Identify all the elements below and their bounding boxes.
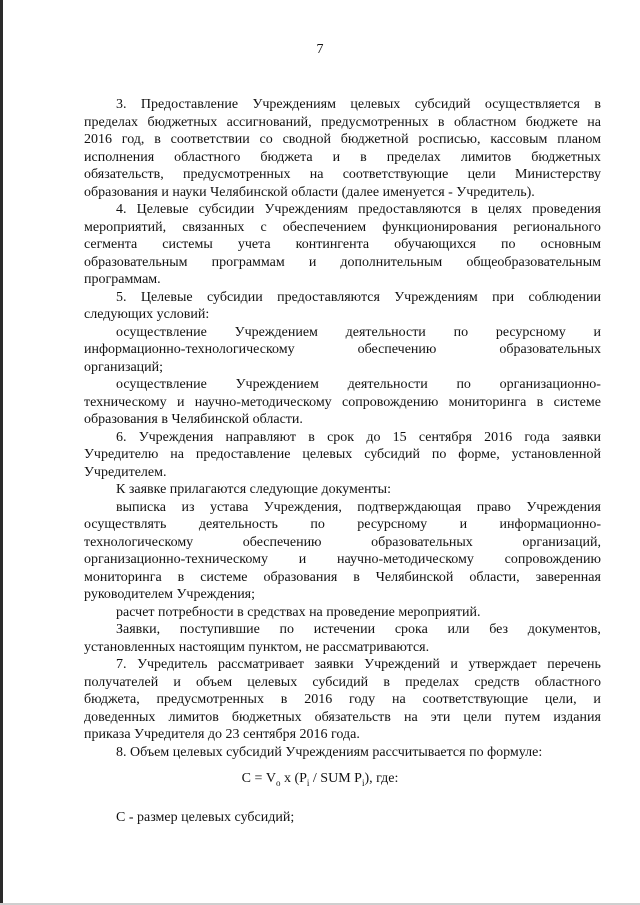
word: в bbox=[536, 394, 544, 410]
word: предусмотренных bbox=[156, 692, 264, 707]
word: и bbox=[332, 149, 341, 165]
word: ресурсному bbox=[495, 324, 566, 340]
word: цели bbox=[467, 167, 496, 182]
word: образовательным bbox=[84, 254, 188, 270]
word: Учреждениям bbox=[252, 97, 336, 112]
word: документов, bbox=[527, 622, 601, 637]
paragraph bbox=[84, 604, 601, 622]
word: исполнения bbox=[84, 149, 155, 165]
word: до bbox=[366, 429, 381, 445]
text-line: руководителем Учреждения; bbox=[84, 587, 256, 602]
word: Целевые bbox=[136, 202, 189, 217]
text-line: приказа Учредителя до 23 сентября 2016 года. bbox=[84, 727, 360, 742]
word: с bbox=[260, 219, 267, 235]
word: по bbox=[500, 237, 516, 252]
text-line: следующих условий: bbox=[84, 307, 210, 322]
paragraph bbox=[84, 289, 601, 324]
word: обучающихся bbox=[394, 237, 476, 252]
word: бюджете bbox=[525, 114, 578, 130]
word: на bbox=[309, 167, 324, 182]
word: целевых bbox=[247, 674, 298, 690]
word: образовательных bbox=[371, 534, 473, 550]
word: соответствующие bbox=[342, 167, 449, 182]
word: или bbox=[447, 622, 470, 637]
word: соответствующие bbox=[422, 692, 529, 707]
word: бюджета, bbox=[84, 692, 140, 707]
text-line bbox=[84, 341, 601, 359]
word: научно-методическому bbox=[336, 552, 474, 567]
word: росписью, bbox=[418, 132, 481, 147]
text-line bbox=[84, 621, 601, 639]
word: средств bbox=[474, 674, 520, 690]
word: году bbox=[349, 692, 376, 707]
word: направляют bbox=[225, 429, 297, 445]
word: деятельности bbox=[347, 377, 428, 392]
word: общеобразовательным bbox=[466, 254, 601, 270]
text-line bbox=[84, 429, 601, 447]
word: и bbox=[459, 517, 468, 532]
word: 4. bbox=[116, 202, 127, 217]
text-line bbox=[84, 499, 601, 517]
word: предусмотренных bbox=[183, 167, 291, 182]
word: образования bbox=[263, 569, 338, 585]
word: образовательных bbox=[499, 342, 601, 357]
word: в bbox=[471, 202, 478, 217]
word: бюджета bbox=[260, 149, 313, 165]
word: Учреждения, bbox=[263, 499, 342, 515]
word: кассовым bbox=[490, 132, 548, 147]
word: мониторинга bbox=[84, 569, 162, 585]
paragraph bbox=[84, 499, 601, 604]
word: бюджетной bbox=[340, 132, 409, 147]
paragraph bbox=[84, 376, 601, 429]
formula-sub-i1: i bbox=[306, 777, 310, 788]
word: регионального bbox=[513, 219, 601, 235]
text-line: образования в Челябинской области. bbox=[84, 412, 303, 427]
word: лимитов bbox=[460, 149, 512, 165]
word: цели bbox=[463, 709, 492, 725]
word: на bbox=[403, 709, 418, 725]
word: срок bbox=[327, 429, 355, 445]
word: предусмотренных bbox=[321, 114, 429, 130]
text-line bbox=[84, 131, 601, 149]
word: в bbox=[308, 429, 315, 445]
text-line: Учредителем. bbox=[84, 464, 167, 480]
word: перечень bbox=[547, 657, 601, 672]
word: 5. bbox=[116, 289, 127, 305]
word: 15 bbox=[392, 429, 407, 445]
word: ассигнований, bbox=[226, 114, 312, 130]
word: сегмента bbox=[84, 237, 138, 252]
word: 2016 bbox=[484, 429, 513, 445]
paragraph bbox=[84, 96, 601, 201]
formula-div-sum: / SUM P bbox=[309, 771, 362, 786]
word: организаций, bbox=[522, 534, 601, 550]
word: обязательств, bbox=[84, 167, 164, 182]
word: и bbox=[593, 692, 601, 707]
word: соответствии bbox=[170, 132, 250, 147]
text-line bbox=[84, 166, 601, 184]
text-line bbox=[84, 551, 601, 569]
word: системе bbox=[200, 569, 248, 585]
word: контингента bbox=[295, 237, 370, 252]
word: на bbox=[391, 692, 406, 707]
word: в bbox=[360, 149, 367, 165]
word: при bbox=[492, 289, 515, 305]
text-line bbox=[84, 446, 601, 464]
word: областного bbox=[534, 674, 601, 690]
text-line bbox=[84, 709, 601, 727]
word: проведения bbox=[532, 202, 601, 217]
word: год, bbox=[121, 132, 145, 147]
word: мониторинга bbox=[448, 394, 527, 410]
word: учета bbox=[237, 237, 271, 252]
word: в bbox=[437, 114, 445, 130]
paragraph bbox=[84, 744, 601, 762]
word: рассматривает bbox=[217, 657, 304, 672]
text-line bbox=[84, 691, 601, 709]
word: Учреждением bbox=[234, 324, 318, 340]
word: из bbox=[181, 499, 195, 515]
formula-sub-i2: i bbox=[361, 777, 365, 788]
word: лимитов bbox=[168, 709, 219, 725]
word: объем bbox=[196, 674, 233, 690]
word: установленной bbox=[511, 447, 601, 462]
word: в bbox=[594, 97, 601, 112]
word: сопровождению bbox=[504, 552, 601, 567]
word: и bbox=[450, 657, 458, 672]
word: и bbox=[176, 394, 185, 410]
word: по bbox=[310, 517, 325, 532]
word: организационно- bbox=[499, 377, 601, 392]
word: сопровождению bbox=[342, 394, 439, 410]
text-line: расчет потребности в средствах на проведение мероприятий. bbox=[116, 604, 481, 620]
formula-sub-o: о bbox=[275, 777, 281, 788]
text-line: программам. bbox=[84, 272, 161, 287]
word: субсидий bbox=[414, 97, 471, 112]
word: субсидии bbox=[198, 202, 255, 217]
word: и bbox=[593, 324, 601, 340]
text-line bbox=[84, 236, 601, 254]
word: на bbox=[170, 447, 184, 462]
word: Учреждения bbox=[138, 429, 214, 445]
text-line: К заявке прилагаются следующие документы: bbox=[116, 482, 391, 497]
word: и bbox=[298, 552, 307, 567]
word: Учреждениям bbox=[264, 202, 348, 217]
word: срока bbox=[394, 622, 428, 637]
word: бюджетных bbox=[231, 709, 302, 725]
word: эти bbox=[430, 709, 451, 725]
word: обеспечению bbox=[357, 342, 437, 357]
word: субсидии bbox=[206, 289, 263, 305]
word: организационно-техническому bbox=[84, 552, 268, 567]
paragraph bbox=[84, 621, 601, 656]
word: заявки bbox=[561, 429, 601, 445]
word: дополнительным bbox=[340, 254, 443, 270]
text-line bbox=[84, 656, 601, 674]
word: деятельности bbox=[345, 324, 426, 340]
word: в bbox=[177, 569, 185, 585]
word: научно-методическому bbox=[194, 394, 332, 410]
formula-c: С bbox=[241, 771, 251, 786]
formula-x-open: х (P bbox=[280, 771, 307, 786]
word: и bbox=[308, 254, 317, 270]
word: предоставление bbox=[195, 447, 291, 462]
paragraph bbox=[84, 201, 601, 289]
word: со bbox=[259, 132, 273, 147]
text-line bbox=[84, 114, 601, 132]
word: заявки bbox=[314, 657, 354, 672]
word: Учредитель bbox=[137, 657, 208, 672]
paragraph bbox=[84, 481, 601, 499]
word: осуществлять bbox=[84, 517, 167, 532]
text-line bbox=[84, 394, 601, 412]
text-line: установленных настоящим пунктом, не рассматриваются. bbox=[84, 639, 430, 655]
word: года bbox=[524, 429, 550, 445]
text-line bbox=[84, 289, 601, 307]
text-line bbox=[84, 569, 601, 587]
text-line bbox=[84, 674, 601, 692]
word: обязательств bbox=[314, 709, 391, 725]
word: форме, bbox=[458, 447, 500, 462]
formula-tail: ), где: bbox=[364, 771, 399, 786]
text-line bbox=[84, 516, 601, 534]
text-line bbox=[84, 376, 601, 394]
word: по bbox=[453, 324, 469, 340]
word: получателей bbox=[84, 674, 159, 690]
word: Заявки, bbox=[116, 622, 161, 637]
word: ресурсному bbox=[357, 517, 428, 532]
word: по bbox=[431, 447, 447, 462]
word: целевых bbox=[350, 97, 401, 112]
word: утверждает bbox=[468, 657, 537, 672]
word: бюджетных bbox=[147, 114, 218, 130]
word: бюджетных bbox=[531, 149, 601, 165]
page-number: 7 bbox=[316, 42, 324, 57]
word: информационно-технологическому bbox=[84, 342, 295, 357]
word: техническому bbox=[84, 394, 167, 410]
word: Учреждениям bbox=[394, 289, 478, 305]
word: истечении bbox=[313, 622, 376, 637]
word: целях bbox=[487, 202, 522, 217]
word: Челябинской bbox=[375, 569, 454, 585]
word: Министерству bbox=[515, 167, 601, 182]
word: 3. bbox=[116, 97, 127, 112]
word: информационно- bbox=[499, 517, 601, 532]
word: Предоставление bbox=[140, 97, 239, 112]
word: соблюдении bbox=[528, 289, 601, 305]
text-line: образования и науки Челябинской области (далее именуется - Учредитель). bbox=[84, 184, 535, 200]
paragraph bbox=[84, 656, 601, 744]
text-line bbox=[84, 254, 601, 272]
word: и bbox=[173, 674, 181, 690]
word: по bbox=[456, 377, 471, 392]
word: Учредителю bbox=[84, 447, 159, 462]
text-line: 8. Объем целевых субсидий Учреждениям рассчитывается по формуле: bbox=[116, 744, 543, 760]
word: 2016 bbox=[84, 132, 112, 147]
word: 2016 bbox=[304, 692, 333, 707]
word: на bbox=[587, 114, 601, 130]
word: пределах bbox=[405, 674, 460, 690]
word: пределах bbox=[84, 114, 139, 130]
word: целевых bbox=[302, 447, 353, 462]
word: устава bbox=[209, 499, 249, 515]
word: Целевые bbox=[140, 289, 193, 305]
word: Учреждением bbox=[235, 377, 319, 392]
word: основным bbox=[540, 237, 601, 252]
word: обеспечением bbox=[282, 219, 367, 235]
word: мероприятий, bbox=[84, 219, 167, 235]
word: технологическому bbox=[84, 534, 194, 550]
word: предоставляются bbox=[358, 202, 461, 217]
word: поступившие bbox=[179, 622, 260, 637]
word: субсидий bbox=[312, 674, 369, 690]
word: программам bbox=[211, 254, 285, 270]
document-body bbox=[84, 96, 601, 761]
word: путем bbox=[504, 709, 541, 725]
word: области, bbox=[469, 569, 520, 585]
text-line bbox=[84, 534, 601, 552]
word: цели, bbox=[544, 692, 577, 707]
word: доведенных bbox=[84, 709, 156, 725]
word: выписка bbox=[116, 499, 167, 515]
word: осуществление bbox=[116, 324, 207, 340]
word: Учреждения bbox=[526, 499, 601, 515]
word: без bbox=[489, 622, 509, 637]
word: в bbox=[353, 569, 360, 585]
word: в bbox=[383, 674, 390, 690]
word: подтверждающая bbox=[357, 499, 462, 515]
word: областного bbox=[174, 149, 241, 165]
word: осуществляется bbox=[484, 97, 580, 112]
text-line bbox=[84, 149, 601, 167]
paragraph bbox=[84, 429, 601, 482]
word: предоставляются bbox=[277, 289, 380, 305]
formula bbox=[0, 770, 640, 792]
word: осуществление bbox=[116, 377, 207, 392]
definition-line: С - размер целевых субсидий; bbox=[116, 810, 295, 825]
word: сводной bbox=[282, 132, 331, 147]
word: деятельность bbox=[198, 517, 278, 532]
word: связанных bbox=[182, 219, 245, 235]
word: системе bbox=[553, 394, 601, 410]
formula-eq: = V bbox=[250, 771, 276, 786]
word: субсидий bbox=[364, 447, 420, 462]
word: 6. bbox=[116, 429, 127, 445]
word: областном bbox=[453, 114, 517, 130]
word: издания bbox=[553, 709, 601, 725]
text-line bbox=[84, 219, 601, 237]
word: в bbox=[280, 692, 288, 707]
word: сентября bbox=[418, 429, 472, 445]
word: заверенная bbox=[535, 569, 601, 585]
word: планом bbox=[557, 132, 601, 147]
word: пределах bbox=[386, 149, 441, 165]
text-line bbox=[84, 96, 601, 114]
word: в bbox=[154, 132, 161, 147]
text-line bbox=[84, 201, 601, 219]
paragraph bbox=[84, 324, 601, 377]
text-line: организаций; bbox=[84, 359, 164, 375]
word: функционирования bbox=[382, 219, 498, 235]
text-line bbox=[84, 324, 601, 342]
word: обеспечению bbox=[242, 534, 322, 550]
word: системы bbox=[162, 237, 213, 252]
word: по bbox=[279, 622, 295, 637]
word: 7. bbox=[116, 657, 127, 672]
word: Учреждений bbox=[364, 657, 440, 672]
word: право bbox=[476, 499, 511, 515]
